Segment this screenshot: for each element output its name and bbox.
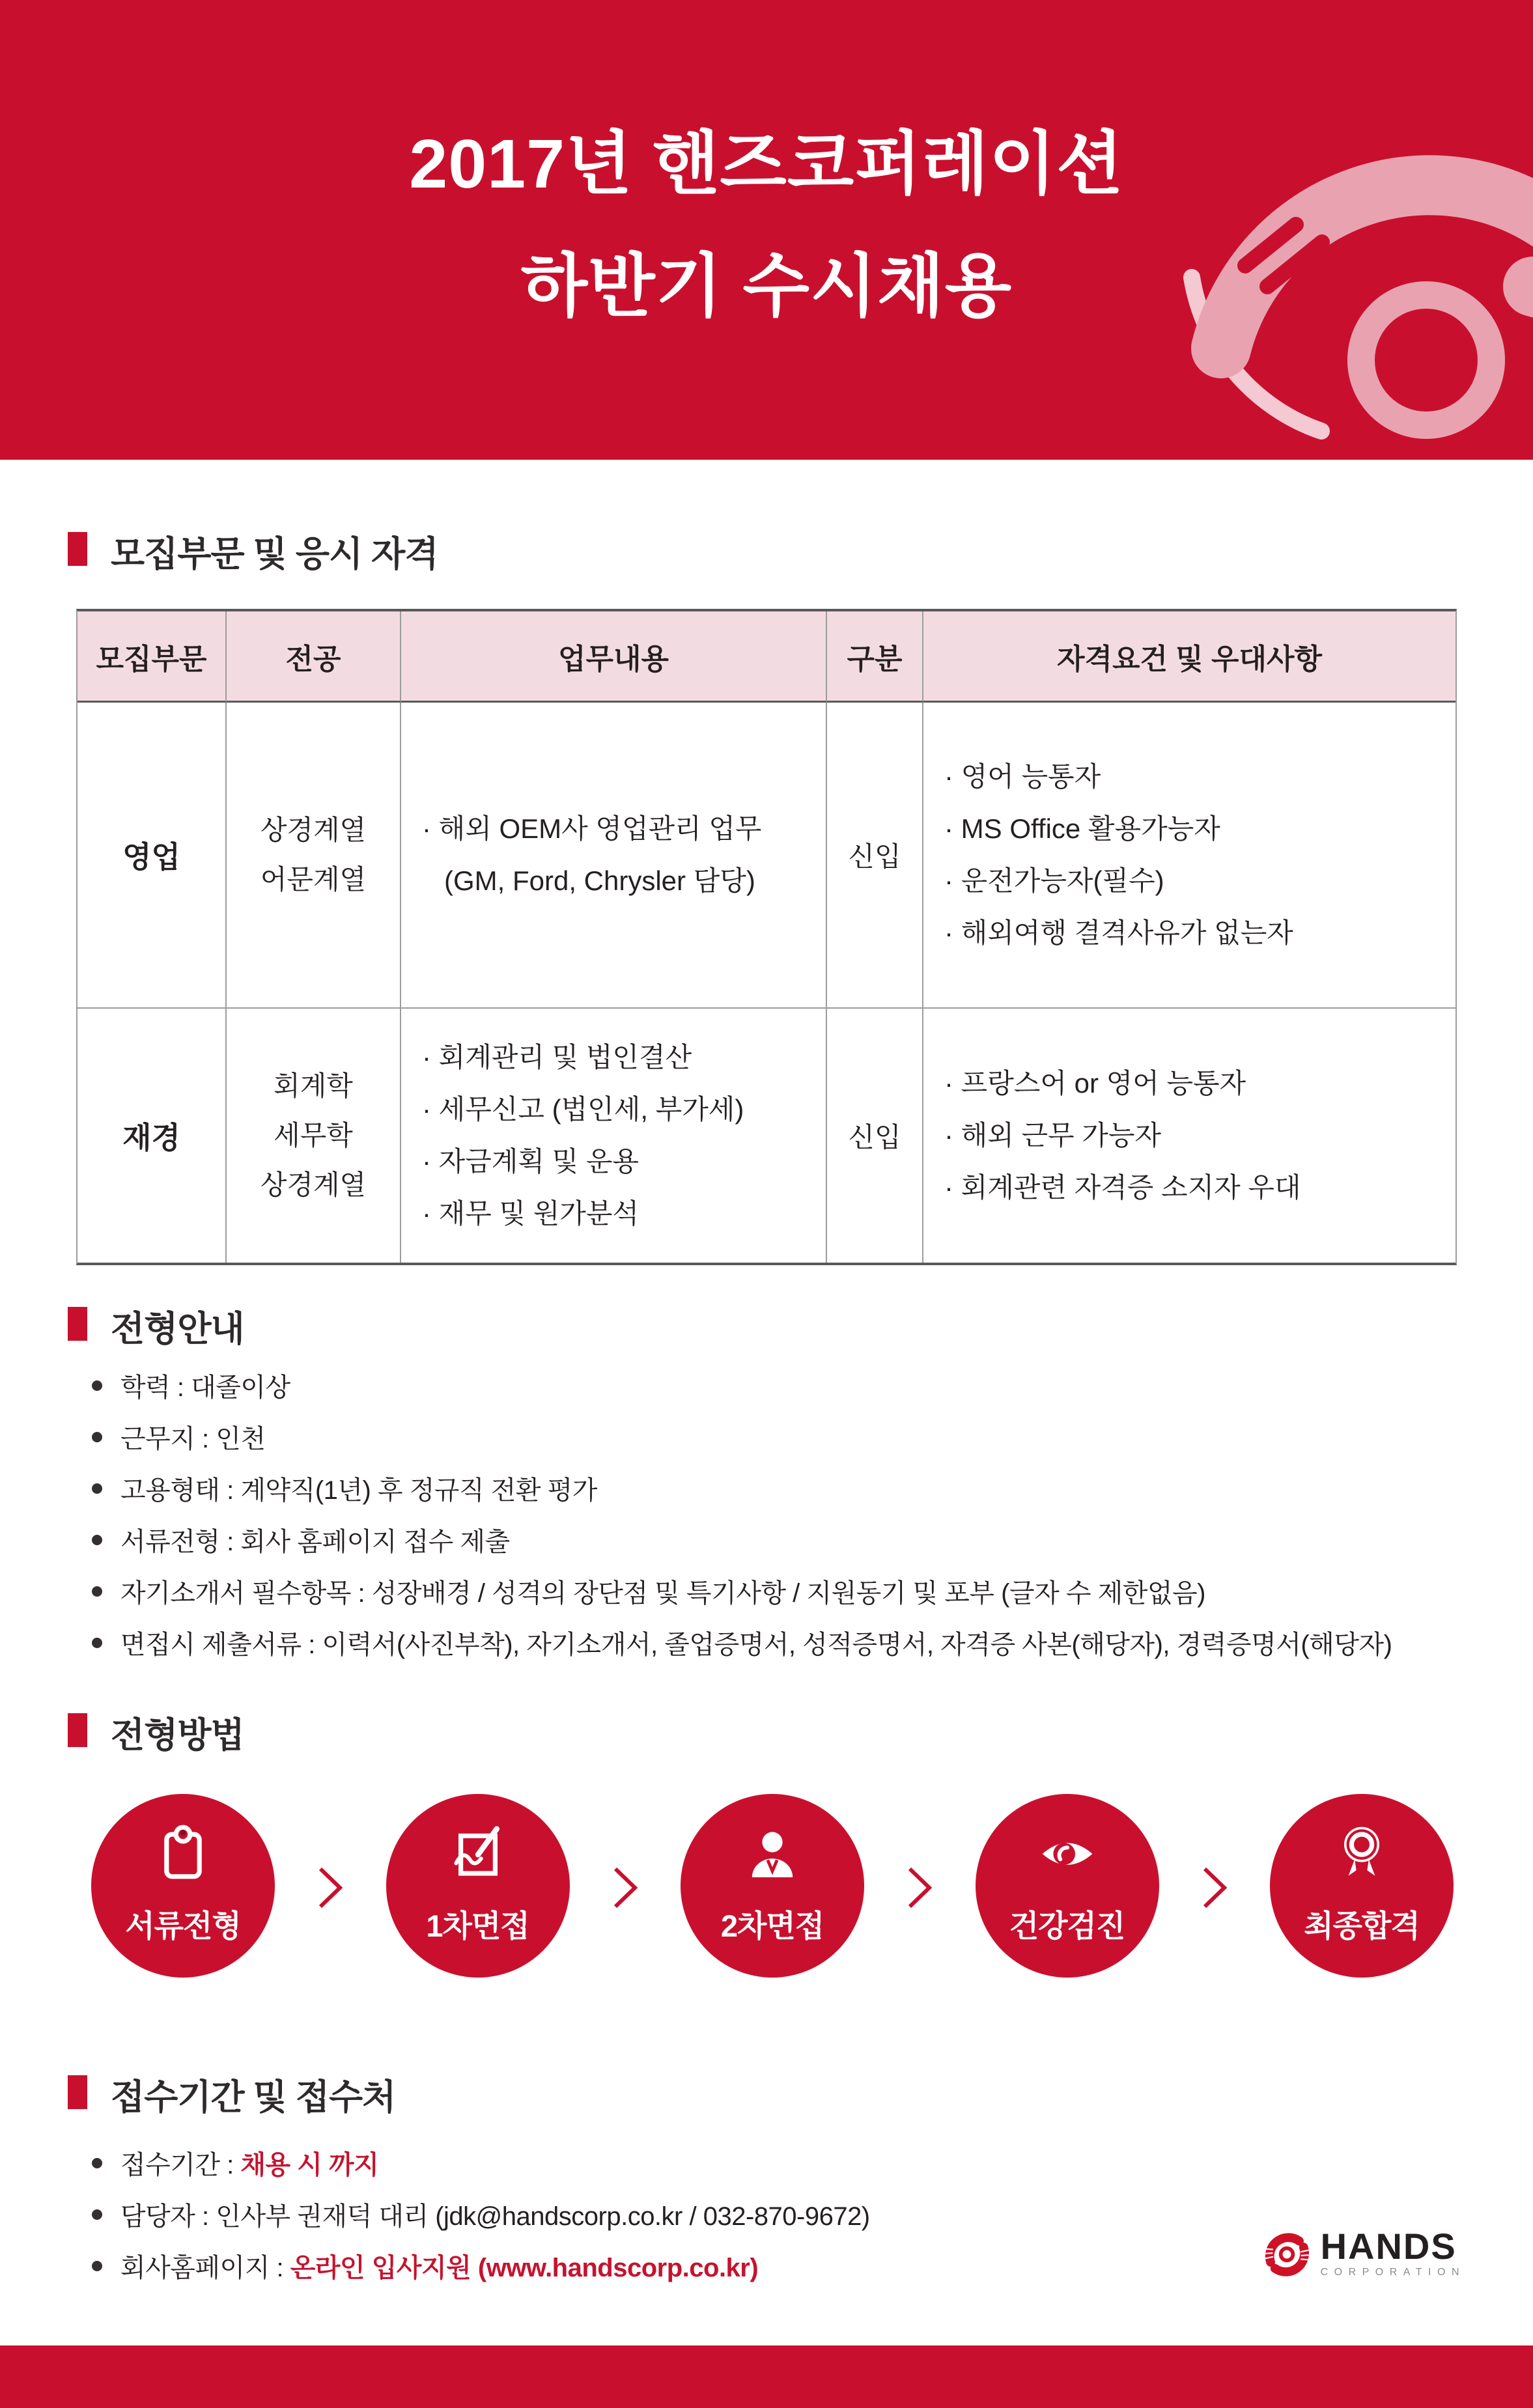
table-header-qualifications: 자격요건 및 우대사항 bbox=[923, 611, 1456, 703]
table-row-division: 재경 bbox=[77, 1009, 227, 1263]
table-header-duties: 업무내용 bbox=[401, 611, 827, 703]
poster-title-line1: 2017년 핸즈코퍼레이션 bbox=[409, 126, 1124, 203]
table-row-division: 영업 bbox=[77, 703, 227, 1009]
eye-icon bbox=[1036, 1823, 1099, 1885]
apply-label: 회사홈페이지 : bbox=[120, 2254, 290, 2282]
section-heading-guide bbox=[68, 1306, 244, 1349]
bullet-dot-icon bbox=[92, 1483, 102, 1494]
table-header-division: 모집부문 bbox=[77, 611, 227, 703]
process-step-final-pass: 최종합격 bbox=[1270, 1794, 1454, 1978]
apply-highlight[interactable]: 온라인 입사지원 (www.handscorp.co.kr) bbox=[290, 2254, 759, 2282]
section-heading-label: 접수기간 및 접수처 bbox=[111, 2077, 396, 2117]
bullet-dot-icon bbox=[92, 2158, 102, 2168]
process-step-first-interview: 1차면접 bbox=[386, 1794, 570, 1978]
table-row-qualifications: · 영어 능통자 · MS Office 활용가능자 · 운전가능자(필수) · 해외여행 결격사유가 없는자 bbox=[923, 703, 1456, 1009]
apply-label: 접수기간 : bbox=[120, 2151, 241, 2179]
section-marker-icon bbox=[68, 1307, 87, 1341]
apply-label: 담당자 : 인사부 권재덕 대리 (jdk@handscorp.co.kr / 032-870-9672) bbox=[120, 2202, 870, 2231]
section-heading-process bbox=[68, 1713, 244, 1755]
list-item: 면접시 제출서류 : 이력서(사진부착), 자기소개서, 졸업증명서, 성적증명서, 자격증 사본(해당자), 경력증명서(해당자) bbox=[76, 1617, 1522, 1668]
table-row-majors: 상경계열 어문계열 bbox=[227, 703, 401, 1009]
company-name: HANDS bbox=[1320, 2226, 1457, 2267]
section-heading-apply bbox=[68, 2075, 396, 2117]
table-header-type: 구분 bbox=[827, 611, 923, 703]
bullet-dot-icon bbox=[92, 2209, 102, 2220]
list-item: 서류전형 : 회사 홈페이지 접수 제출 bbox=[76, 1514, 1522, 1565]
document-pen-icon bbox=[447, 1823, 509, 1885]
company-logo bbox=[1263, 2226, 1465, 2278]
table-row-duties: · 해외 OEM사 영업관리 업무 (GM, Ford, Chrysler 담당) bbox=[401, 703, 827, 1009]
poster-title bbox=[0, 103, 1533, 348]
list-item: 근무지 : 인천 bbox=[76, 1411, 1522, 1463]
bullet-dot-icon bbox=[92, 1432, 102, 1442]
chevron-right-icon bbox=[315, 1862, 345, 1913]
list-item: 고용형태 : 계약직(1년) 후 정규직 전환 평가 bbox=[76, 1463, 1522, 1514]
bullet-dot-icon bbox=[92, 1586, 102, 1597]
list-item: 학력 : 대졸이상 bbox=[76, 1360, 1522, 1411]
bullet-dot-icon bbox=[92, 1535, 102, 1545]
guide-list bbox=[76, 1360, 1522, 1668]
process-step-second-interview: 2차면접 bbox=[681, 1794, 864, 1978]
section-marker-icon bbox=[68, 1713, 87, 1747]
process-step-health-check: 건강검진 bbox=[976, 1794, 1159, 1978]
footer-bar bbox=[0, 2345, 1533, 2408]
company-logo-text bbox=[1320, 2226, 1465, 2278]
apply-highlight: 채용 시 까지 bbox=[240, 2151, 379, 2179]
recruit-table bbox=[76, 609, 1457, 1265]
clipboard-icon bbox=[152, 1823, 214, 1885]
chevron-right-icon bbox=[610, 1862, 640, 1913]
table-row-qualifications: · 프랑스어 or 영어 능통자 · 해외 근무 가능자 · 회계관련 자격증 소지자 우대 bbox=[944, 1068, 1301, 1203]
person-icon bbox=[741, 1823, 804, 1885]
bullet-dot-icon bbox=[92, 1380, 102, 1391]
table-header-major: 전공 bbox=[227, 611, 401, 703]
bullet-dot-icon bbox=[92, 1638, 102, 1648]
poster-title-line2: 하반기 수시채용 bbox=[520, 248, 1013, 325]
list-item bbox=[76, 2137, 1522, 2189]
section-heading-label: 전형안내 bbox=[111, 1309, 244, 1349]
chevron-right-icon bbox=[1200, 1862, 1230, 1913]
table-row-type: 신입 bbox=[827, 703, 923, 1009]
process-steps bbox=[91, 1794, 1454, 1978]
table-row-type: 신입 bbox=[827, 1009, 923, 1263]
table-row-duties: · 회계관리 및 법인결산 · 세무신고 (법인세, 부가세) · 자금계획 및 운용 · 재무 및 원가분석 bbox=[401, 1009, 827, 1263]
section-heading-recruit bbox=[68, 531, 438, 574]
hands-logo-icon bbox=[1263, 2231, 1310, 2278]
bullet-dot-icon bbox=[92, 2261, 102, 2271]
section-marker-icon bbox=[68, 532, 87, 566]
medal-icon bbox=[1330, 1823, 1393, 1885]
section-heading-label: 전형방법 bbox=[111, 1715, 244, 1755]
table-row-majors: 회계학 세무학 상경계열 bbox=[227, 1009, 401, 1263]
section-marker-icon bbox=[68, 2075, 87, 2109]
section-heading-label: 모집부문 및 응시 자격 bbox=[111, 534, 438, 574]
chevron-right-icon bbox=[905, 1862, 935, 1913]
list-item: 자기소개서 필수항목 : 성장배경 / 성격의 장단점 및 특기사항 / 지원동기 및 포부 (글자 수 제한없음) bbox=[76, 1565, 1522, 1617]
header-banner bbox=[0, 0, 1533, 460]
company-subtitle: CORPORATION bbox=[1320, 2267, 1465, 2278]
process-step-documents: 서류전형 bbox=[91, 1794, 275, 1978]
